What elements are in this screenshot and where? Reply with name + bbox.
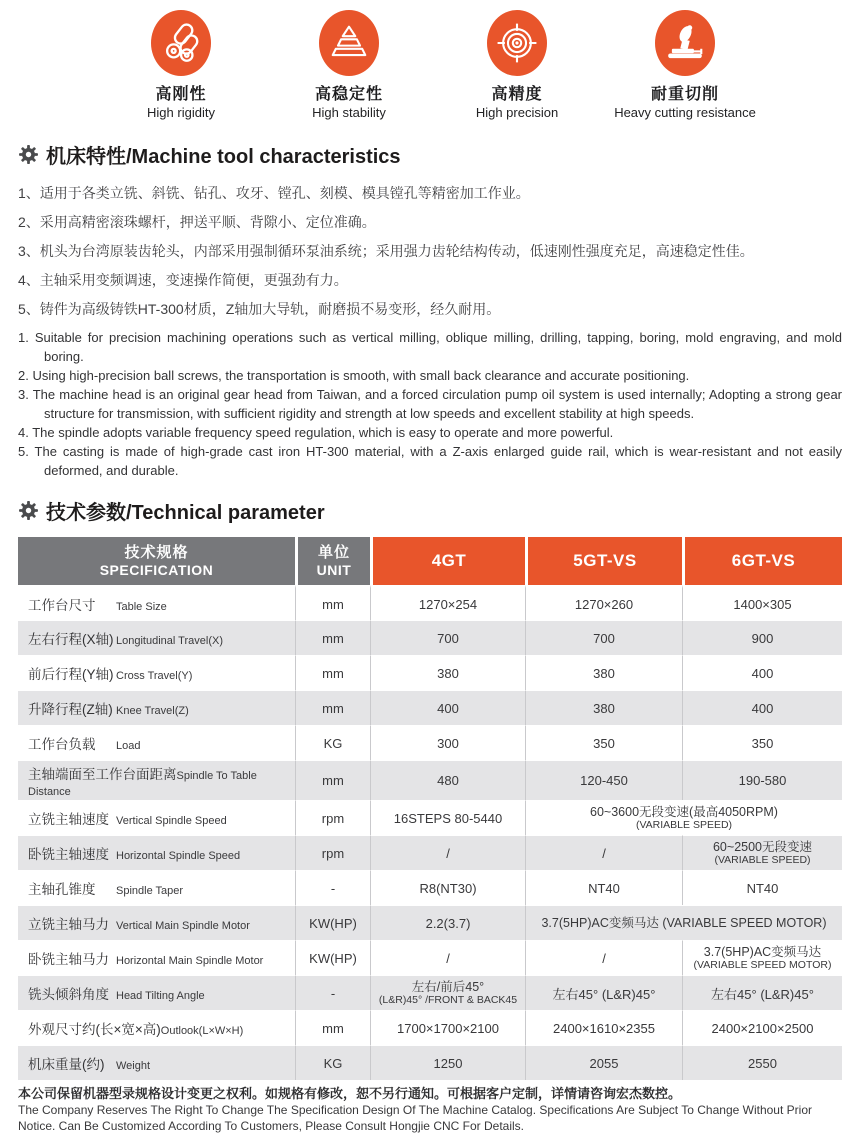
feature-label-cn: 高刚性 <box>155 86 207 103</box>
table-row <box>18 1045 842 1080</box>
unit-cell: mm <box>295 1010 370 1045</box>
value-cell: 2400×2100×2500 <box>682 1010 842 1045</box>
row-label-en: Outlook(L×W×H) <box>160 1025 244 1037</box>
spec-header <box>18 537 295 585</box>
value-cell: 2550 <box>682 1045 842 1080</box>
row-label-en: Horizontal Spindle Speed <box>116 850 241 862</box>
value-cell: / <box>525 940 682 975</box>
row-label-cn: 工作台尺寸 <box>28 598 96 613</box>
feature-rigidity <box>106 10 256 128</box>
value-cell: NT40 <box>525 870 682 905</box>
value-cell: / <box>370 940 525 975</box>
row-label-cn: 升降行程(Z轴) <box>28 702 113 717</box>
value-cell <box>682 940 842 975</box>
table-row <box>18 870 842 905</box>
characteristics-list-cn <box>18 179 842 324</box>
unit-cell: mm <box>295 655 370 690</box>
parameters-section-title <box>18 496 842 525</box>
value-cell: 350 <box>682 725 842 760</box>
table-row <box>18 725 842 760</box>
value-cell: 380 <box>525 690 682 725</box>
disclaimer-cn: 本公司保留机器型录规格设计变更之权利。如规格有修改，恕不另行通知。可根据客户定制，详情请咨询宏杰数控。 <box>18 1086 682 1101</box>
feature-label-en: High rigidity <box>147 105 215 120</box>
list-item: 1、适用于各类立铣、斜铣、钻孔、攻牙、镗孔、刻模、模具镗孔等精密加工作业。 <box>18 185 530 201</box>
spec-header-cn: 技术规格 <box>124 544 189 561</box>
pyramid-icon <box>319 10 379 76</box>
table-row <box>18 975 842 1010</box>
row-label-cn: 主轴端面至工作台面距离 <box>28 767 177 782</box>
unit-cell: mm <box>295 585 370 620</box>
list-item: 5. The casting is made of high-grade cast iron HT-300 material, with a Z-axis enlarged guide rail, which is wear-resistant and not easily deformed, and durable. <box>18 444 842 478</box>
list-item: 4、主轴采用变频调速，变速操作简便，更强劲有力。 <box>18 272 348 288</box>
value-line2: (VARIABLE SPEED) <box>635 819 733 831</box>
spec-header-en: SPECIFICATION <box>99 562 214 578</box>
unit-cell: - <box>295 870 370 905</box>
feature-label-cn: 高稳定性 <box>314 86 383 103</box>
value-cell: 350 <box>525 725 682 760</box>
value-cell <box>682 835 842 870</box>
disclaimer <box>18 1085 842 1134</box>
table-row <box>18 940 842 975</box>
table-row <box>18 620 842 655</box>
row-label-en: Vertical Spindle Speed <box>116 815 227 827</box>
model-header-5gt-vs: 5GT-VS <box>525 537 682 585</box>
value-cell: 480 <box>370 760 525 800</box>
gear-icon <box>18 144 39 165</box>
row-label-cn: 主轴孔锥度 <box>28 882 96 897</box>
value-line1: 60~3600无段变速(最高4050RPM) <box>590 805 778 819</box>
row-label-cn: 机床重量(约) <box>28 1057 105 1072</box>
list-item: 4. The spindle adopts variable frequency speed regulation, which is easy to operate and more powerful. <box>18 425 614 440</box>
row-label-en: Knee Travel(Z) <box>116 705 189 717</box>
value-cell: 190-580 <box>682 760 842 800</box>
unit-cell: KW(HP) <box>295 940 370 975</box>
feature-stability <box>274 10 424 128</box>
value-cell: 1250 <box>370 1045 525 1080</box>
value-line2: (VARIABLE SPEED MOTOR) <box>693 959 832 971</box>
value-cell: 700 <box>370 620 525 655</box>
value-line1: 3.7(5HP)AC变频马达 <box>703 945 822 959</box>
rollers-icon <box>151 10 211 76</box>
unit-cell: rpm <box>295 800 370 835</box>
value-cell: 左右45° (L&R)45° <box>682 975 842 1010</box>
row-label-cn: 卧铣主轴速度 <box>28 847 109 862</box>
value-cell: 700 <box>525 620 682 655</box>
list-item: 5、铸件为高级铸铁HT-300材质，Z轴加大导轨，耐磨损不易变形，经久耐用。 <box>18 301 501 317</box>
list-item: 2、采用高精密滚珠螺杆，押送平顺、背隙小、定位准确。 <box>18 214 376 230</box>
value-cell: R8(NT30) <box>370 870 525 905</box>
value-cell: 400 <box>682 655 842 690</box>
unit-header-en: UNIT <box>316 562 352 578</box>
row-label-en: Table Size <box>116 601 167 613</box>
value-cell: 380 <box>525 655 682 690</box>
row-label-en: Spindle To Table Distance <box>28 770 257 798</box>
row-label-en: Weight <box>116 1060 151 1072</box>
feature-label-en: High stability <box>312 105 386 120</box>
table-row <box>18 760 842 800</box>
unit-header <box>295 537 370 585</box>
row-label-cn: 前后行程(Y轴) <box>28 667 114 682</box>
row-label-cn: 卧铣主轴马力 <box>28 952 109 967</box>
unit-cell: KG <box>295 1045 370 1080</box>
gear-icon <box>18 500 39 521</box>
value-cell: 2055 <box>525 1045 682 1080</box>
value-cell-merged <box>525 800 842 835</box>
feature-label-cn: 高精度 <box>491 86 543 103</box>
value-line2: (VARIABLE SPEED) <box>714 854 811 866</box>
table-row <box>18 835 842 870</box>
unit-cell: - <box>295 975 370 1010</box>
value-cell: 1270×260 <box>525 585 682 620</box>
table-row <box>18 800 842 835</box>
feature-precision <box>442 10 592 128</box>
table-row <box>18 655 842 690</box>
value-cell <box>370 975 525 1010</box>
table-row <box>18 905 842 940</box>
row-label-cn: 铣头倾斜角度 <box>28 987 109 1002</box>
value-cell: 2400×1610×2355 <box>525 1010 682 1045</box>
unit-cell: KG <box>295 725 370 760</box>
feature-badges <box>18 10 842 128</box>
feature-heavy-cutting <box>610 10 760 128</box>
table-row <box>18 690 842 725</box>
row-label-en: Horizontal Main Spindle Motor <box>116 955 264 967</box>
section-title-text: 技术参数/Technical parameter <box>46 502 325 524</box>
list-item: 3、机头为台湾原装齿轮头，内部采用强制循环泵油系统；采用强力齿轮结构传动，低速刚性强度充足，高速稳定性佳。 <box>18 243 754 259</box>
value-line1: 左右/前后45° <box>411 980 485 994</box>
row-label-en: Spindle Taper <box>116 885 184 897</box>
value-cell: 16STEPS 80-5440 <box>370 800 525 835</box>
value-cell: 900 <box>682 620 842 655</box>
row-label-en: Longitudinal Travel(X) <box>116 635 224 647</box>
value-cell: / <box>525 835 682 870</box>
row-label-en: Cross Travel(Y) <box>116 670 193 682</box>
unit-header-cn: 单位 <box>317 544 350 561</box>
value-cell: 120-450 <box>525 760 682 800</box>
feature-label-cn: 耐重切削 <box>650 86 719 103</box>
list-item: 3. The machine head is an original gear head from Taiwan, and a forced circulation pump oil system is used internally; Adopting a strong gear structure for transmission, with sufficient rigidity and strength at low speeds and excellent stability at high speeds. <box>18 387 842 421</box>
row-label-en: Head Tilting Angle <box>116 990 205 1002</box>
row-label-cn: 工作台负载 <box>28 737 96 752</box>
value-line1: 60~2500无段变速 <box>712 840 812 854</box>
row-label-cn: 左右行程(X轴) <box>28 632 114 647</box>
table-row <box>18 585 842 620</box>
unit-cell: KW(HP) <box>295 905 370 940</box>
value-cell: 380 <box>370 655 525 690</box>
list-item: 1. Suitable for precision machining operations such as vertical milling, oblique milling, drilling, tapping, boring, mold engraving, and mold boring. <box>18 330 842 364</box>
feature-label-en: Heavy cutting resistance <box>614 105 756 120</box>
value-cell-merged: 3.7(5HP)AC变频马达 (VARIABLE SPEED MOTOR) <box>525 905 842 940</box>
value-cell: 300 <box>370 725 525 760</box>
value-cell: 1700×1700×2100 <box>370 1010 525 1045</box>
characteristics-section-title <box>18 140 842 169</box>
row-label-en: Load <box>116 740 141 752</box>
row-label-cn: 外观尺寸约(长×宽×高) <box>28 1022 161 1037</box>
value-cell: 400 <box>370 690 525 725</box>
section-title-text: 机床特性/Machine tool characteristics <box>46 146 401 168</box>
row-label-cn: 立铣主轴马力 <box>28 917 109 932</box>
value-line2: (L&R)45° /FRONT & BACK45 <box>378 994 518 1006</box>
row-label-cn: 立铣主轴速度 <box>28 812 109 827</box>
value-cell: 2.2(3.7) <box>370 905 525 940</box>
value-cell: 400 <box>682 690 842 725</box>
table-row <box>18 1010 842 1045</box>
unit-cell: mm <box>295 690 370 725</box>
value-cell: NT40 <box>682 870 842 905</box>
cutoff-saw-icon <box>655 10 715 76</box>
value-cell: / <box>370 835 525 870</box>
target-icon <box>487 10 547 76</box>
model-header-4gt: 4GT <box>370 537 525 585</box>
row-label-en: Vertical Main Spindle Motor <box>116 920 250 932</box>
value-cell: 1400×305 <box>682 585 842 620</box>
unit-cell: rpm <box>295 835 370 870</box>
technical-parameter-table <box>18 537 842 1080</box>
value-cell: 左右45° (L&R)45° <box>525 975 682 1010</box>
value-cell: 1270×254 <box>370 585 525 620</box>
table-header-row <box>18 537 842 585</box>
list-item: 2. Using high-precision ball screws, the transportation is smooth, with small back clearance and accurate positioning. <box>18 368 690 383</box>
feature-label-en: High precision <box>475 105 559 120</box>
unit-cell: mm <box>295 760 370 800</box>
unit-cell: mm <box>295 620 370 655</box>
model-header-6gt-vs: 6GT-VS <box>682 537 842 585</box>
disclaimer-en: The Company Reserves The Right To Change The Specification Design Of The Machine Catalog. Specifications Are Subject To Change Without Prior Notice. Can Be Customized According To Customers, Please Consult Hongjie CNC For Details. <box>18 1103 812 1133</box>
characteristics-list-en <box>18 328 842 480</box>
